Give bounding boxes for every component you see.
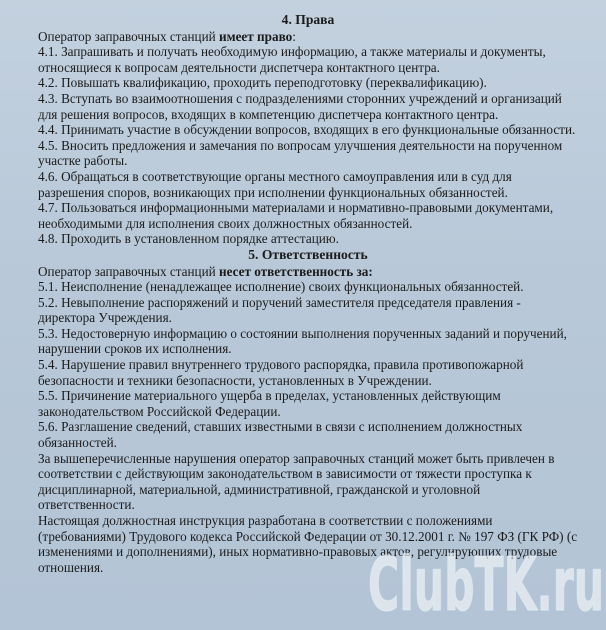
rights-item: 4.7. Пользоваться информационными материалами и нормативно-правовыми документами, необходимыми для исполнения своих должностных обязанностей. [38,200,554,231]
rights-item: 4.1. Запрашивать и получать необходимую информацию, а также материалы и документы, относящиеся к вопросам деятельности диспетчера контактного центра. [38,44,546,75]
rights-item: 4.2. Повышать квалификацию, проходить переподготовку (переквалификацию). [38,75,487,91]
responsibility-item: 5.6. Разглашение сведений, ставших известными в связи с исполнением должностных обязанностей. [38,419,523,451]
section-4-intro [38,29,578,45]
rights-item: 4.5. Вносить предложения и замечания по вопросам улучшения деятельности на порученном участке работы. [38,137,563,169]
responsibility-item: 5.4. Нарушение правил внутреннего трудового распорядка, правила противопожарной безопасности и техники безопасности, установленных в Учреждении. [38,357,524,388]
closing-paragraph: За вышеперечисленные нарушения оператор заправочных станций может быть привлечен в соответствии с действующим законодательством в зависимости от тяжести проступка к дисциплинарной, материальной, административной, гражданской и уголовной ответственности. [38,450,555,513]
section-5-title: 5. Ответственность [248,246,368,262]
responsibility-item: 5.2. Невыполнение распоряжений и поручений заместителя председателя правления - директора Учреждения. [38,294,521,326]
section-4-intro-bold: имеет право [219,28,293,44]
rights-item: 4.3. Вступать во взаимоотношения с подразделениями сторонних учреждений и организаций для решения вопросов, входящих в компетенцию диспетчера контактного центра. [38,90,562,122]
responsibility-item: 5.5. Причинение материального ущерба в пределах, установленных действующим законодательством Российской Федерации. [38,388,501,419]
watermark-text: ClubTK.ru [368,542,604,628]
section-4-title: 4. Права [281,12,335,27]
document-body [38,12,578,575]
rights-item: 4.4. Принимать участие в обсуждении вопросов, входящих в его функциональные обязанности. [38,122,576,138]
closing-paragraph: Настоящая должностная инструкция разработана в соответствии с положениями (требованиями) Трудового кодекса Российской Федерации от 30.12.2001 г. № 197 ФЗ (ГК РФ) (с изменениями и дополнениями), иных нормативно-правовых актов, регулирующих трудовые отношения. [38,513,578,575]
responsibility-item: 5.3. Недостоверную информацию о состоянии выполнения порученных заданий и поручений, нарушении сроков их исполнения. [38,325,567,357]
section-4-intro-colon: : [292,28,296,44]
section-5-intro-text: Оператор заправочных станций [38,263,219,279]
section-4-intro-text: Оператор заправочных станций [38,28,219,44]
section-5-intro [38,264,578,280]
rights-item: 4.6. Обращаться в соответствующие органы местного самоуправления или в суд для разрешения споров, возникающих при исполнении функциональных обязанностей. [38,168,512,200]
rights-item: 4.8. Проходить в установленном порядке аттестацию. [38,231,339,247]
responsibility-item: 5.1. Неисполнение (ненадлежащее исполнение) своих функциональных обязанностей. [38,279,524,295]
section-5-intro-bold: несет ответственность за: [219,263,373,279]
